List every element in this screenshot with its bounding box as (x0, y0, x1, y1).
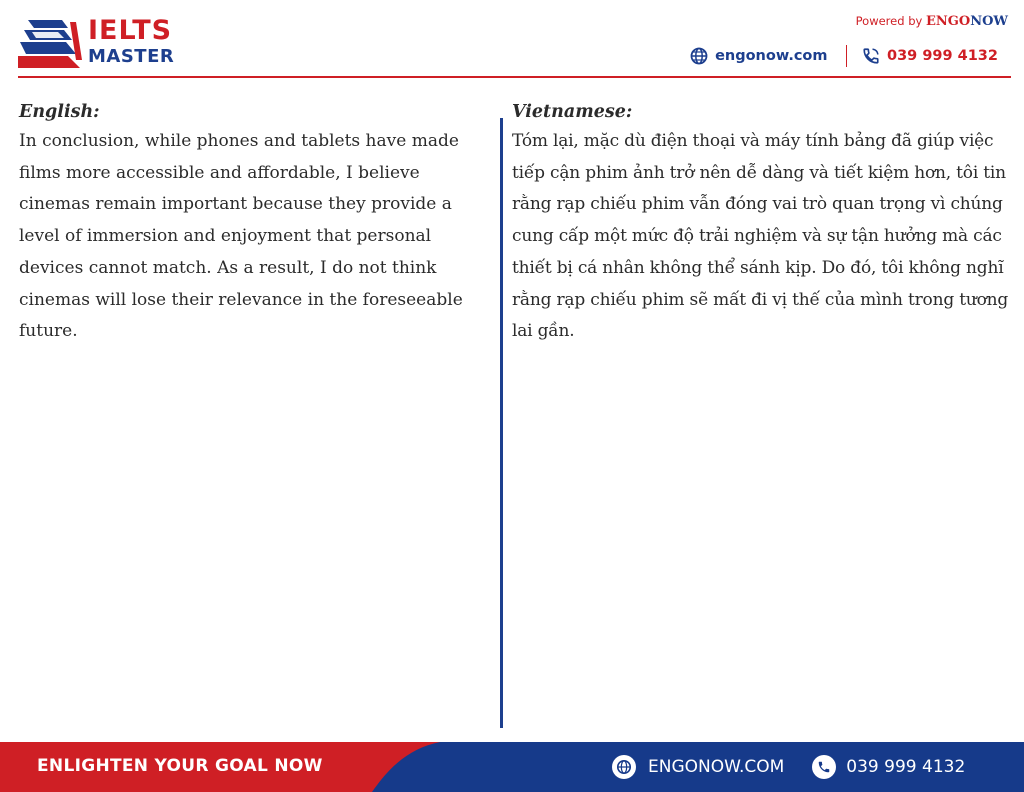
vietnamese-paragraph: Tóm lại, mặc dù điện thoại và máy tính bảng đã giúp việc tiếp cận phim ảnh trở nên dễ dàng và tiết kiệm hơn, tôi tin rằng rạp chiếu phim vẫn đóng vai trò quan trọng vì chúng cung cấp một mức độ trải nghiệm và sự tận hưởng mà các thiết bị cá nhân không thể sánh kịp. Do đó, tôi không nghĩ rằng rạp chiếu phim sẽ mất đi vị thế của mình trong tương lai gần. (512, 131, 1009, 342)
phone-icon (812, 755, 836, 779)
footer-slogan: ENLIGHTEN YOUR GOAL NOW (37, 756, 323, 776)
english-heading: English: (19, 102, 100, 122)
vietnamese-column (512, 98, 1012, 348)
english-column (19, 98, 489, 348)
vietnamese-heading: Vietnamese: (512, 102, 633, 122)
page-header (0, 0, 1024, 78)
phone-icon (862, 47, 880, 65)
brand-o: O (958, 14, 971, 29)
powered-by-prefix: Powered by (855, 14, 926, 28)
phone-number[interactable]: 039 999 4132 (887, 48, 998, 64)
ielts-master-logo[interactable] (18, 14, 188, 70)
header-contact (690, 44, 998, 68)
brand-now: NOW (970, 14, 1008, 29)
logo-ielts-text: IELTS (88, 15, 173, 46)
globe-icon (690, 47, 708, 65)
website-link[interactable]: engonow.com (715, 48, 828, 64)
brand-eng: ENG (925, 14, 959, 29)
english-paragraph: In conclusion, while phones and tablets have made films more accessible and affordable, I believe cinemas remain important because they provide a level of immersion and enjoyment that personal devices cannot match. As a result, I do not think cinemas will lose their relevance in the foreseeable future. (19, 131, 463, 342)
engonow-brand[interactable] (926, 14, 1008, 29)
footer-phone-number[interactable]: 039 999 4132 (846, 757, 966, 777)
logo-master-text: MASTER (88, 46, 175, 67)
globe-icon (612, 755, 636, 779)
logo-mark-icon (18, 14, 86, 70)
column-divider (500, 118, 503, 728)
footer-website-link[interactable]: ENGONOW.COM (648, 757, 785, 777)
powered-by (856, 14, 1008, 29)
header-divider (18, 76, 1011, 78)
footer-contact (612, 754, 965, 780)
page-footer (0, 742, 1024, 792)
contact-separator (846, 45, 848, 67)
